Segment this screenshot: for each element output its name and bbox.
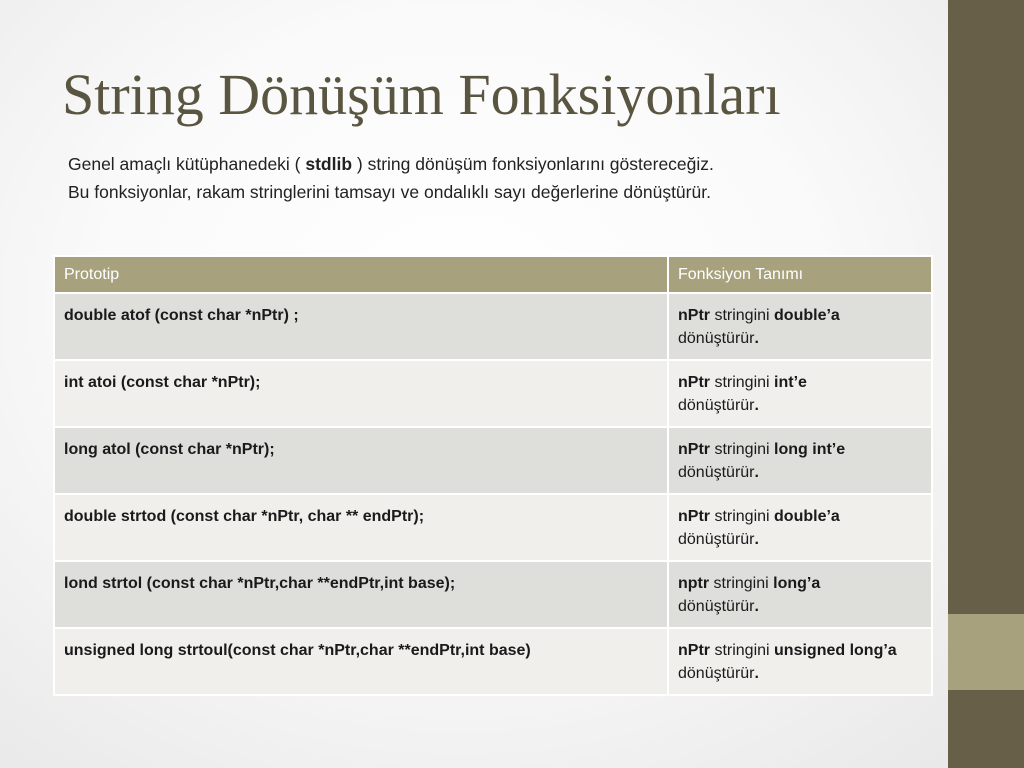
desc-mid: stringini xyxy=(710,374,775,391)
table-row xyxy=(54,628,932,695)
desc-mid: stringini xyxy=(710,307,775,324)
header-prototype: Prototip xyxy=(54,256,668,293)
desc-mid: stringini xyxy=(709,575,774,592)
param-name: nPtr xyxy=(678,374,710,391)
prototype-cell: double strtod (const char *nPtr, char ** endPtr); xyxy=(54,494,668,561)
desc-tail: dönüştürür xyxy=(678,531,755,548)
intro-line-2: Bu fonksiyonlar, rakam stringlerini tamsayı ve ondalıklı sayı değerlerine dönüştürür. xyxy=(68,182,711,202)
table-header-row xyxy=(54,256,932,293)
table-row xyxy=(54,293,932,360)
desc-tail: dönüştürür xyxy=(678,330,755,347)
target-type: int’e xyxy=(774,374,807,391)
desc-end: . xyxy=(754,397,759,414)
prototype-cell: long atol (const char *nPtr); xyxy=(54,427,668,494)
table-row xyxy=(54,561,932,628)
desc-mid: stringini xyxy=(710,642,775,659)
intro-text xyxy=(68,150,928,206)
intro-stdlib: stdlib xyxy=(305,154,353,174)
prototype-cell: unsigned long strtoul(const char *nPtr,char **endPtr,int base) xyxy=(54,628,668,695)
table-row xyxy=(54,494,932,561)
slide-title: String Dönüşüm Fonksiyonları xyxy=(62,62,781,127)
desc-end: . xyxy=(754,531,759,548)
description-cell xyxy=(668,561,932,628)
desc-tail: dönüştürür xyxy=(678,464,755,481)
description-cell xyxy=(668,293,932,360)
param-name: nPtr xyxy=(678,508,710,525)
target-type: long int’e xyxy=(774,441,846,458)
intro-line-1 xyxy=(68,150,928,178)
description-cell xyxy=(668,360,932,427)
description-cell xyxy=(668,427,932,494)
prototype-cell: int atoi (const char *nPtr); xyxy=(54,360,668,427)
target-type: unsigned long’a xyxy=(774,642,897,659)
param-name: nPtr xyxy=(678,307,710,324)
header-description: Fonksiyon Tanımı xyxy=(668,256,932,293)
target-type: double’a xyxy=(774,307,840,324)
param-name: nPtr xyxy=(678,642,710,659)
desc-mid: stringini xyxy=(710,441,775,458)
sidebar-accent-block xyxy=(948,614,1024,690)
desc-end: . xyxy=(754,598,759,615)
table-row xyxy=(54,360,932,427)
desc-end: . xyxy=(754,665,759,682)
param-name: nptr xyxy=(678,575,710,592)
desc-mid: stringini xyxy=(710,508,775,525)
param-name: nPtr xyxy=(678,441,710,458)
description-cell xyxy=(668,628,932,695)
target-type: long’a xyxy=(773,575,821,592)
desc-end: . xyxy=(754,464,759,481)
desc-tail: dönüştürür xyxy=(678,397,755,414)
functions-table xyxy=(53,255,933,696)
description-cell xyxy=(668,494,932,561)
intro-line-1-pre: Genel amaçlı kütüphanedeki ( xyxy=(68,154,306,174)
desc-end: . xyxy=(754,330,759,347)
target-type: double’a xyxy=(774,508,840,525)
prototype-cell: double atof (const char *nPtr) ; xyxy=(54,293,668,360)
intro-line-1-post: ) string dönüşüm fonksiyonlarını göstereceğiz. xyxy=(352,154,714,174)
table-row xyxy=(54,427,932,494)
prototype-cell: lond strtol (const char *nPtr,char **endPtr,int base); xyxy=(54,561,668,628)
desc-tail: dönüştürür xyxy=(678,665,755,682)
desc-tail: dönüştürür xyxy=(678,598,755,615)
